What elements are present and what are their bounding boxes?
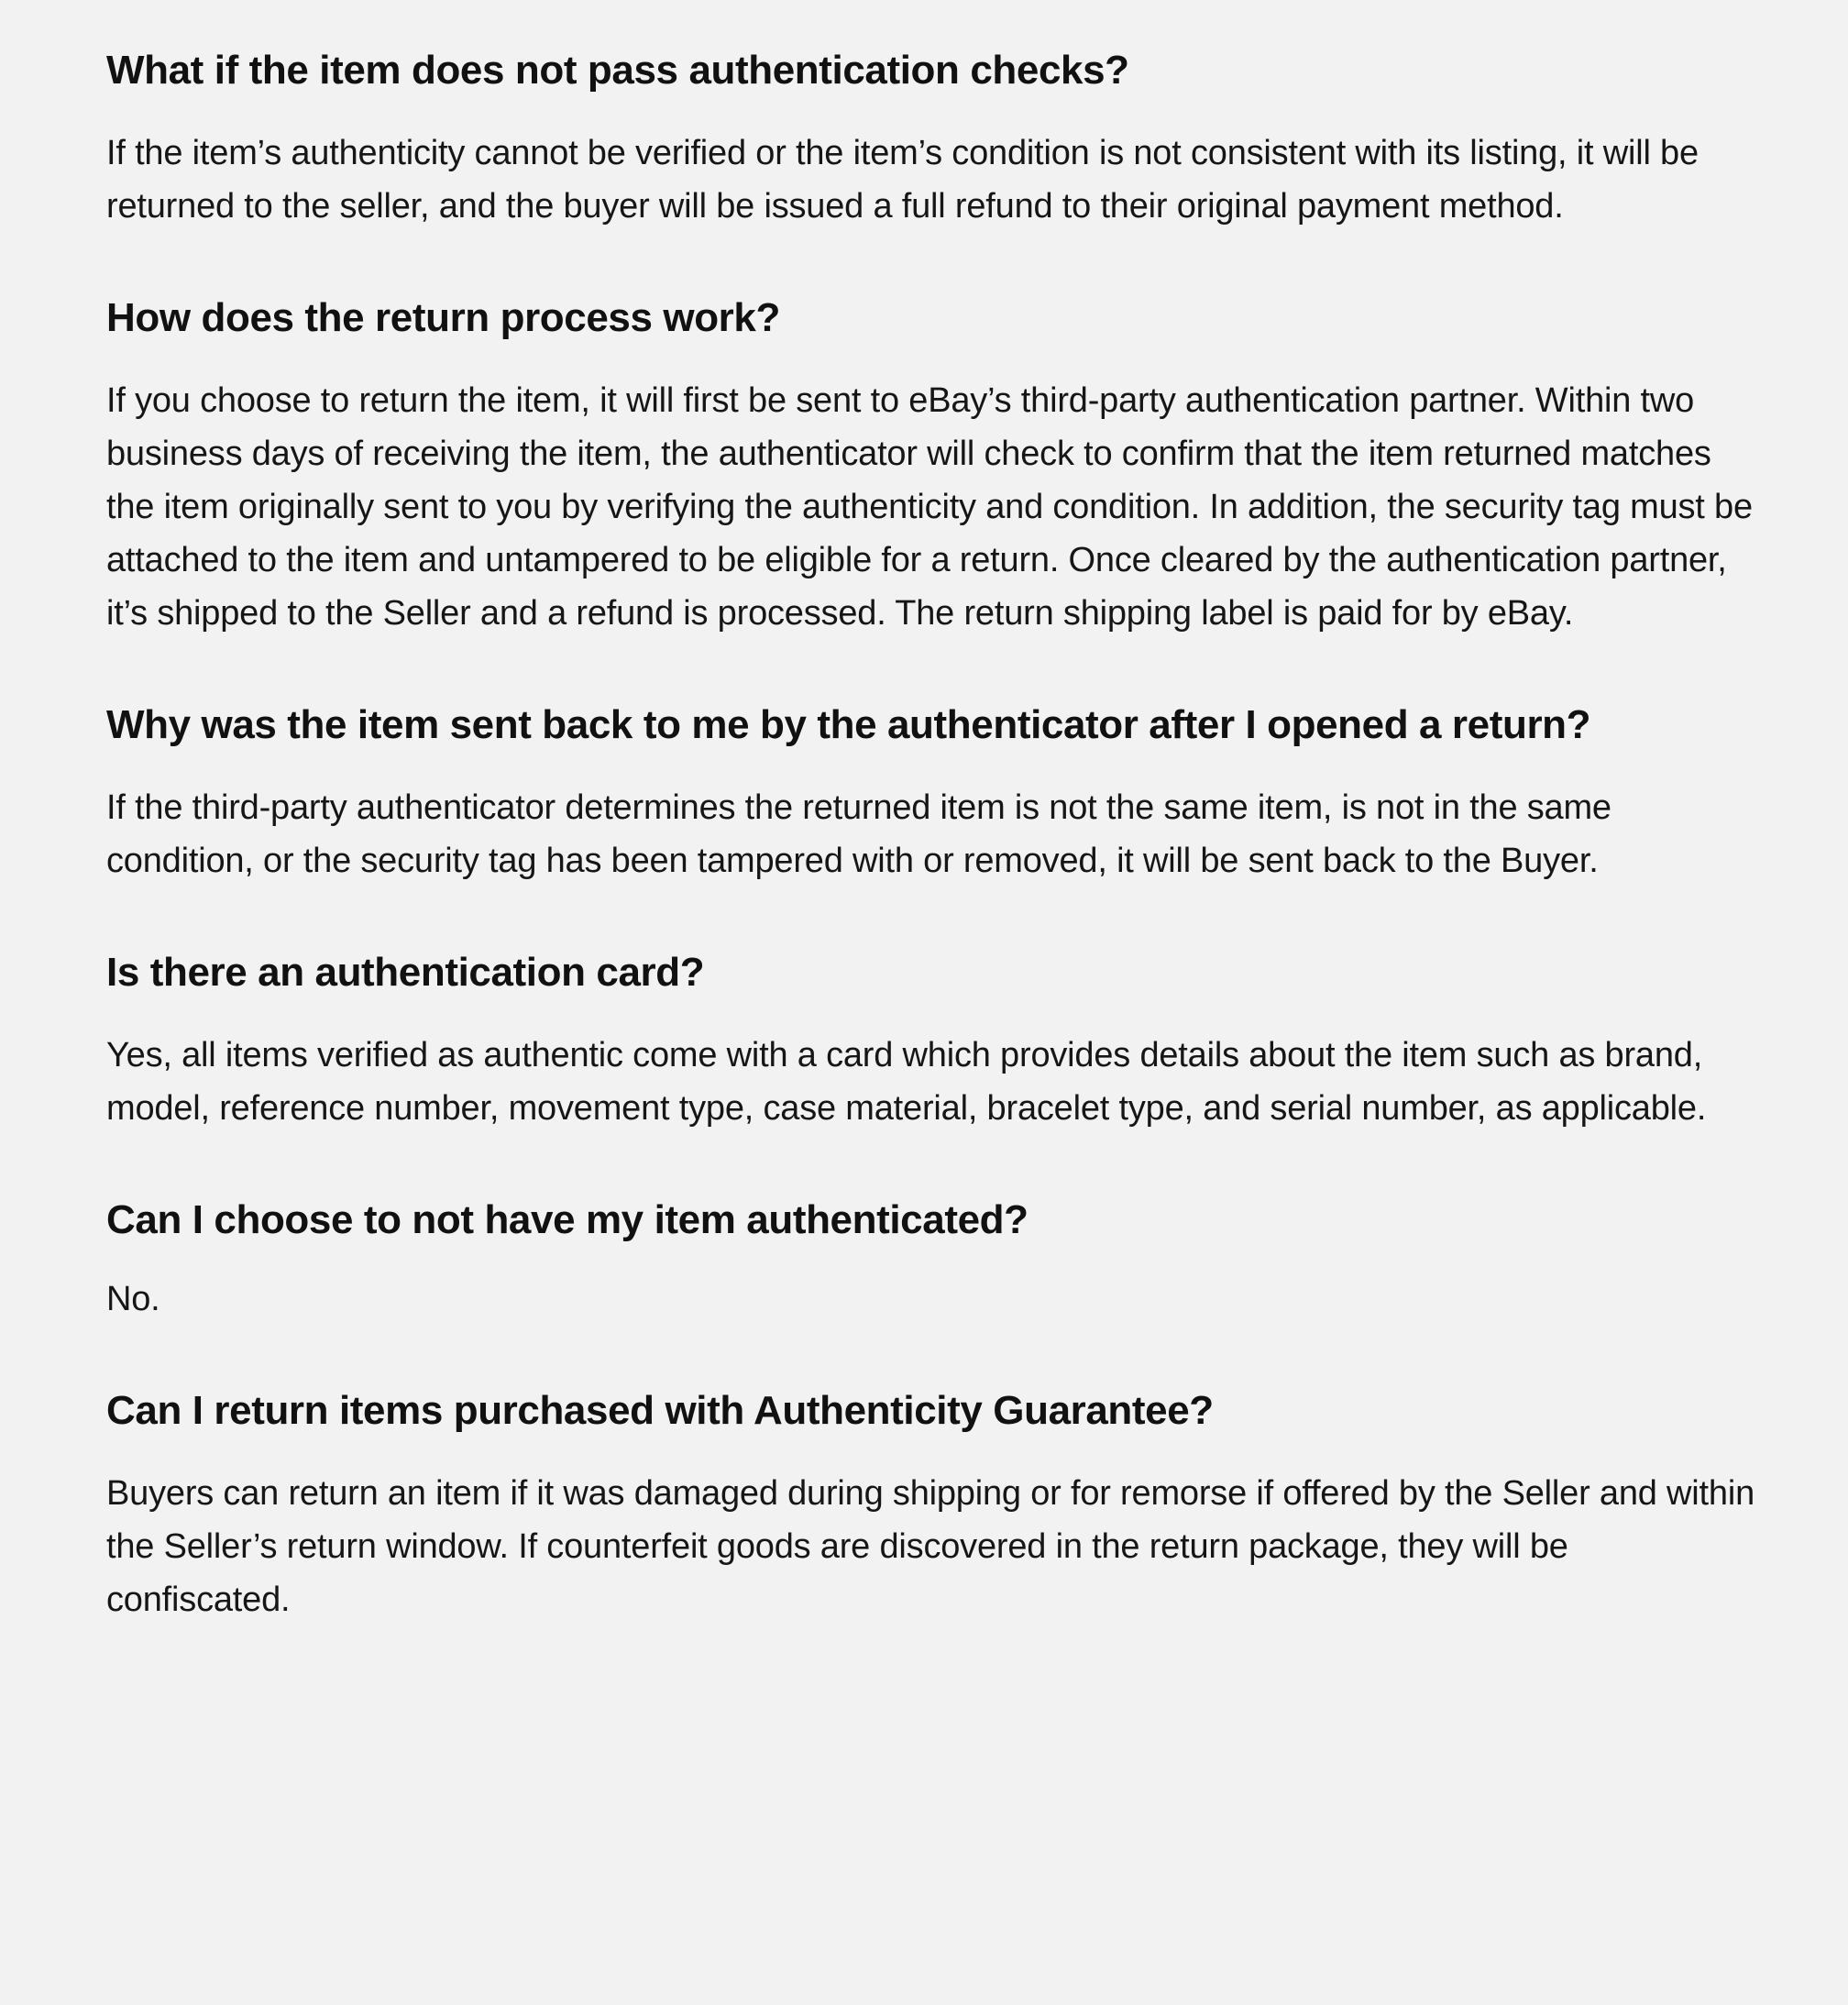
faq-answer: If the item’s authenticity cannot be verified or the item’s condition is not consistent with its listing, it will be returned to the seller, and the buyer will be issued a full refund to their original payment method. xyxy=(106,134,1699,226)
faq-answer: If the third-party authenticator determines the returned item is not the same item, is not in the same condition, or the security tag has been tampered with or removed, it will be sent back to the Buyer. xyxy=(106,788,1612,880)
faq-answer: Buyers can return an item if it was damaged during shipping or for remorse if offered by the Seller and within the Seller’s return window. If counterfeit goods are discovered in the return package, they will be confiscated. xyxy=(106,1474,1755,1619)
faq-question: Is there an authentication card? xyxy=(106,950,705,995)
faq-question: How does the return process work? xyxy=(106,295,780,340)
faq-answer: No. xyxy=(106,1280,160,1318)
faq-item-opt-out-authentication xyxy=(106,1190,1756,1326)
faq-question: Can I return items purchased with Authenticity Guarantee? xyxy=(106,1388,1214,1433)
faq-item-return-process xyxy=(106,288,1756,640)
faq-question: Can I choose to not have my item authenticated? xyxy=(106,1197,1028,1242)
faq-item-authentication-card xyxy=(106,942,1756,1135)
faq-answer: If you choose to return the item, it will first be sent to eBay’s third-party authentication partner. Within two business days of receiving the item, the authenticator will check to confirm that the item returned matches the item originally sent to you by verifying the authenticity and condition. In addition, the security tag must be attached to the item and untampered to be eligible for a return. Once cleared by the authentication partner, it’s shipped to the Seller and a refund is processed. The return shipping label is paid for by eBay. xyxy=(106,381,1753,633)
faq-answer: Yes, all items verified as authentic come with a card which provides details about the item such as brand, model, reference number, movement type, case material, bracelet type, and serial number, as applicable. xyxy=(106,1036,1707,1128)
faq-item-sent-back-by-authenticator xyxy=(106,695,1756,887)
faq-item-authentication-checks xyxy=(106,40,1756,233)
faq-question: What if the item does not pass authentication checks? xyxy=(106,48,1129,93)
faq-item-return-authenticity-guarantee xyxy=(106,1381,1756,1626)
faq-question: Why was the item sent back to me by the authenticator after I opened a return? xyxy=(106,702,1591,747)
